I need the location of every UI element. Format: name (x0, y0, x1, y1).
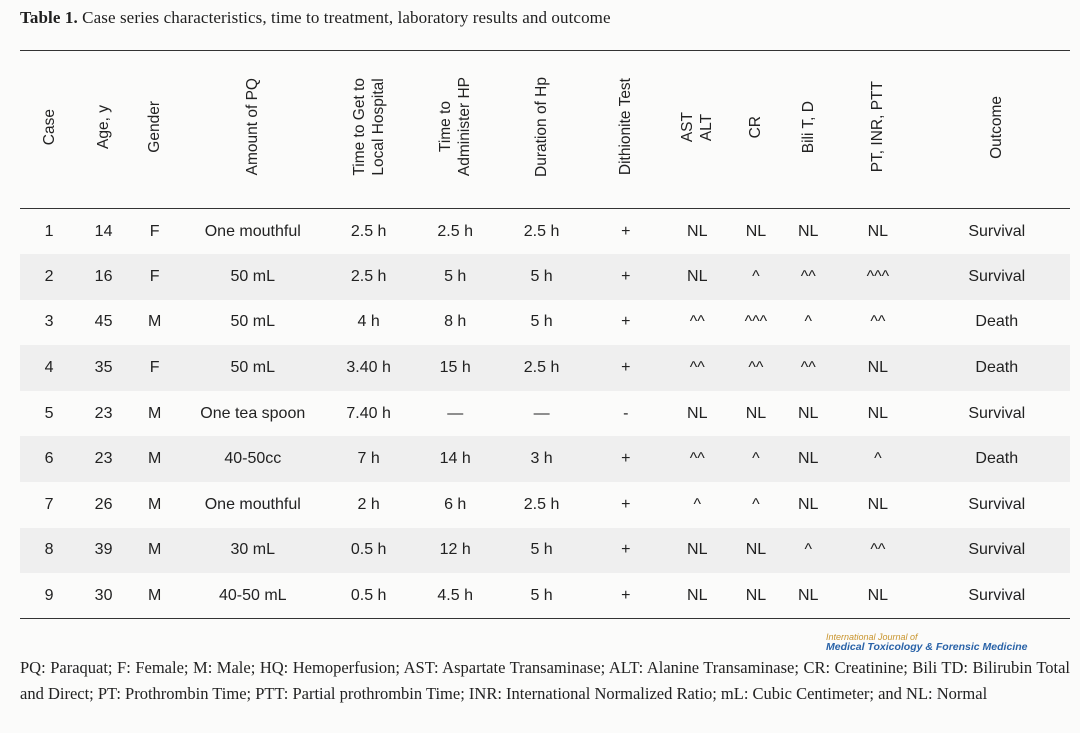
cell-time-to-hospital: 0.5 h (325, 573, 412, 619)
cell-age: 14 (94, 222, 113, 240)
cell-ast-alt: NL (687, 267, 708, 285)
cell-duration-of-hp: 5 h (530, 541, 553, 559)
cell-case: 4 (44, 359, 54, 377)
cell-duration-of-hp: 2.5 h (523, 495, 560, 513)
cell-ast-alt: NL (667, 573, 728, 619)
table-title: Case series characteristics, time to treatment, laboratory results and outcome (82, 8, 611, 27)
cell-cr: ^^ (748, 359, 764, 377)
column-header-time-to-hp (412, 51, 499, 209)
column-header-outcome (924, 51, 1070, 209)
cell-cr: NL (745, 541, 767, 559)
column-header-duration-of-hp (498, 51, 584, 209)
cell-case: 5 (44, 404, 54, 422)
cell-case: 8 (44, 541, 54, 559)
cell-outcome: Survival (968, 267, 1026, 285)
cell-case: 2 (44, 267, 54, 285)
cell-time-to-hospital: 2 h (357, 495, 380, 513)
table-row (20, 573, 1070, 619)
cell-ast-alt: ^ (693, 495, 702, 513)
cell-bili-t-d: ^^ (800, 359, 816, 377)
table-row (20, 482, 1070, 528)
column-header-label: PT, INR, PTT (869, 81, 887, 173)
cell-amount-of-pq: 50 mL (230, 313, 275, 331)
column-header-amount-of-pq (180, 51, 325, 209)
column-header-label: Gender (146, 101, 164, 153)
cell-duration-of-hp: 2.5 h (523, 222, 560, 240)
cell-age: 23 (94, 404, 113, 422)
cell-time-to-hp: 12 h (439, 541, 471, 559)
header-row (20, 51, 1070, 209)
journal-logo (826, 632, 1070, 652)
column-header-cr (728, 51, 785, 209)
cell-bili-t-d: ^ (804, 313, 812, 331)
cell-cr: ^ (752, 495, 760, 513)
cell-cr: ^ (752, 450, 760, 468)
cell-bili-t-d: ^^ (800, 267, 816, 285)
cell-dithionite-test: + (621, 495, 631, 513)
cell-time-to-hp: 8 h (444, 313, 467, 331)
cell-time-to-hp: — (447, 404, 464, 422)
cell-amount-of-pq: 30 mL (230, 541, 275, 559)
cell-age: 39 (94, 541, 113, 559)
cell-ast-alt: ^^ (689, 450, 705, 468)
cell-gender: M (147, 313, 162, 331)
cell-gender: F (149, 359, 160, 377)
cell-bili-t-d: NL (797, 450, 819, 468)
cell-time-to-hospital: 2.5 h (350, 267, 387, 285)
column-header-age (78, 51, 129, 209)
cell-case: 3 (44, 313, 54, 331)
cell-time-to-hospital: 0.5 h (350, 541, 387, 559)
cell-dithionite-test: - (623, 404, 629, 422)
cell-dithionite-test: + (621, 541, 631, 559)
table-row (20, 209, 1070, 255)
cell-duration-of-hp: — (533, 404, 550, 422)
cell-amount-of-pq: 40-50 mL (180, 573, 325, 619)
cell-ast-alt: ^^ (689, 359, 705, 377)
cell-duration-of-hp: 2.5 h (523, 359, 560, 377)
cell-gender: F (149, 222, 160, 240)
cell-time-to-hospital: 7.40 h (346, 404, 391, 422)
cell-dithionite-test: + (621, 222, 631, 240)
cell-pt-inr-ptt: ^^ (870, 313, 886, 331)
logo-line-2: Medical Toxicology & Forensic Medicine (826, 641, 1028, 653)
cell-amount-of-pq: 40-50cc (224, 450, 282, 468)
column-header-label: AST ALT (679, 111, 716, 143)
cell-duration-of-hp: 3 h (530, 450, 553, 468)
column-header-bili-t-d (784, 51, 832, 209)
table-row (20, 528, 1070, 574)
cell-cr: ^ (752, 267, 760, 285)
cell-pt-inr-ptt: NL (867, 404, 889, 422)
cell-outcome: Survival (968, 541, 1026, 559)
column-header-ast-alt (667, 51, 728, 209)
cell-gender: M (147, 541, 162, 559)
cell-gender: M (147, 450, 162, 468)
cell-pt-inr-ptt: NL (867, 222, 889, 240)
table-footnote: PQ: Paraquat; F: Female; M: Male; HQ: Hemoperfusion; AST: Aspartate Transaminase; ALT: Alanine Transaminase; CR: Creatinine; Bili TD: Bilirubin Total and Direct; PT: Prothrombin Time; PTT: Partial prothrombin Time; INR: International Normalized Ratio; mL: Cubic Centimeter; and NL: Normal (20, 658, 1070, 703)
cell-age: 23 (94, 450, 113, 468)
cell-outcome: Survival (968, 404, 1026, 422)
cell-pt-inr-ptt: ^^^ (866, 267, 890, 285)
cell-age: 35 (94, 359, 113, 377)
cell-duration-of-hp: 5 h (498, 573, 584, 619)
table-row (20, 436, 1070, 482)
cell-pt-inr-ptt: NL (832, 573, 923, 619)
column-header-label: Duration of Hp (533, 77, 551, 177)
cell-age: 30 (78, 573, 129, 619)
cell-ast-alt: NL (687, 541, 708, 559)
cell-time-to-hp: 4.5 h (412, 573, 499, 619)
column-header-label: Outcome (988, 95, 1006, 159)
cell-bili-t-d: NL (797, 222, 819, 240)
cell-time-to-hp: 6 h (444, 495, 467, 513)
cell-bili-t-d: NL (797, 495, 819, 513)
cell-amount-of-pq: 50 mL (230, 359, 275, 377)
cell-pt-inr-ptt: ^^ (870, 541, 886, 559)
column-header-label: CR (747, 115, 765, 139)
column-header-label: Case (40, 108, 58, 146)
cell-ast-alt: NL (687, 404, 708, 422)
cell-pt-inr-ptt: NL (867, 495, 889, 513)
cell-pt-inr-ptt: NL (867, 359, 889, 377)
cell-cr: NL (745, 222, 767, 240)
table-body (20, 209, 1070, 619)
table-row (20, 254, 1070, 300)
column-header-label: Bili T, D (799, 100, 817, 154)
cell-time-to-hp: 5 h (444, 267, 467, 285)
cell-time-to-hp: 14 h (439, 450, 471, 468)
cell-dithionite-test: + (585, 573, 667, 619)
column-header-case (20, 51, 78, 209)
cell-dithionite-test: + (621, 313, 631, 331)
cell-time-to-hospital: 2.5 h (350, 222, 387, 240)
cell-bili-t-d: ^ (804, 541, 812, 559)
cell-dithionite-test: + (621, 450, 631, 468)
column-header-gender (129, 51, 180, 209)
cell-time-to-hospital: 4 h (357, 313, 380, 331)
cell-ast-alt: NL (687, 222, 708, 240)
cell-case: 6 (44, 450, 54, 468)
cell-outcome: Death (975, 359, 1019, 377)
cell-case: 9 (20, 573, 78, 619)
case-series-table (20, 50, 1070, 619)
column-header-label: Age, y (95, 105, 113, 149)
column-header-label: Time to Administer HP (437, 77, 474, 177)
column-header-pt-inr-ptt (832, 51, 923, 209)
cell-gender: F (149, 267, 160, 285)
cell-outcome: Survival (968, 222, 1026, 240)
cell-outcome: Death (975, 313, 1019, 331)
cell-duration-of-hp: 5 h (530, 313, 553, 331)
cell-amount-of-pq: One mouthful (204, 495, 301, 513)
cell-time-to-hospital: 3.40 h (346, 359, 391, 377)
column-header-label: Dithionite Test (617, 78, 635, 176)
column-header-label: Time to Get to Local Hospital (350, 78, 387, 176)
column-header-label: Amount of PQ (244, 78, 262, 176)
table-row (20, 345, 1070, 391)
cell-age: 45 (94, 313, 113, 331)
cell-cr: ^^^ (744, 313, 768, 331)
cell-outcome: Survival (968, 495, 1026, 513)
cell-ast-alt: ^^ (689, 313, 705, 331)
column-header-dithionite-test (585, 51, 667, 209)
cell-bili-t-d: NL (784, 573, 832, 619)
cell-dithionite-test: + (621, 267, 631, 285)
cell-time-to-hp: 15 h (439, 359, 471, 377)
cell-cr: NL (745, 404, 767, 422)
cell-age: 26 (94, 495, 113, 513)
table-caption (20, 8, 611, 28)
cell-gender: M (147, 404, 162, 422)
cell-amount-of-pq: One mouthful (204, 222, 301, 240)
cell-dithionite-test: + (621, 359, 631, 377)
cell-amount-of-pq: 50 mL (230, 267, 275, 285)
table-row (20, 391, 1070, 437)
cell-outcome: Death (975, 450, 1019, 468)
cell-cr: NL (728, 573, 785, 619)
cell-bili-t-d: NL (797, 404, 819, 422)
cell-case: 1 (44, 222, 54, 240)
column-header-time-to-hospital (325, 51, 412, 209)
cell-pt-inr-ptt: ^ (874, 450, 882, 468)
logo-line-1: International Journal of (826, 632, 918, 642)
table-label: Table 1. (20, 8, 78, 27)
cell-case: 7 (44, 495, 54, 513)
cell-time-to-hp: 2.5 h (437, 222, 473, 240)
cell-gender: M (129, 573, 180, 619)
cell-duration-of-hp: 5 h (530, 267, 553, 285)
cell-age: 16 (94, 267, 113, 285)
cell-time-to-hospital: 7 h (357, 450, 380, 468)
cell-gender: M (147, 495, 162, 513)
table-row (20, 300, 1070, 346)
cell-outcome: Survival (924, 573, 1070, 619)
cell-amount-of-pq: One tea spoon (200, 404, 306, 422)
